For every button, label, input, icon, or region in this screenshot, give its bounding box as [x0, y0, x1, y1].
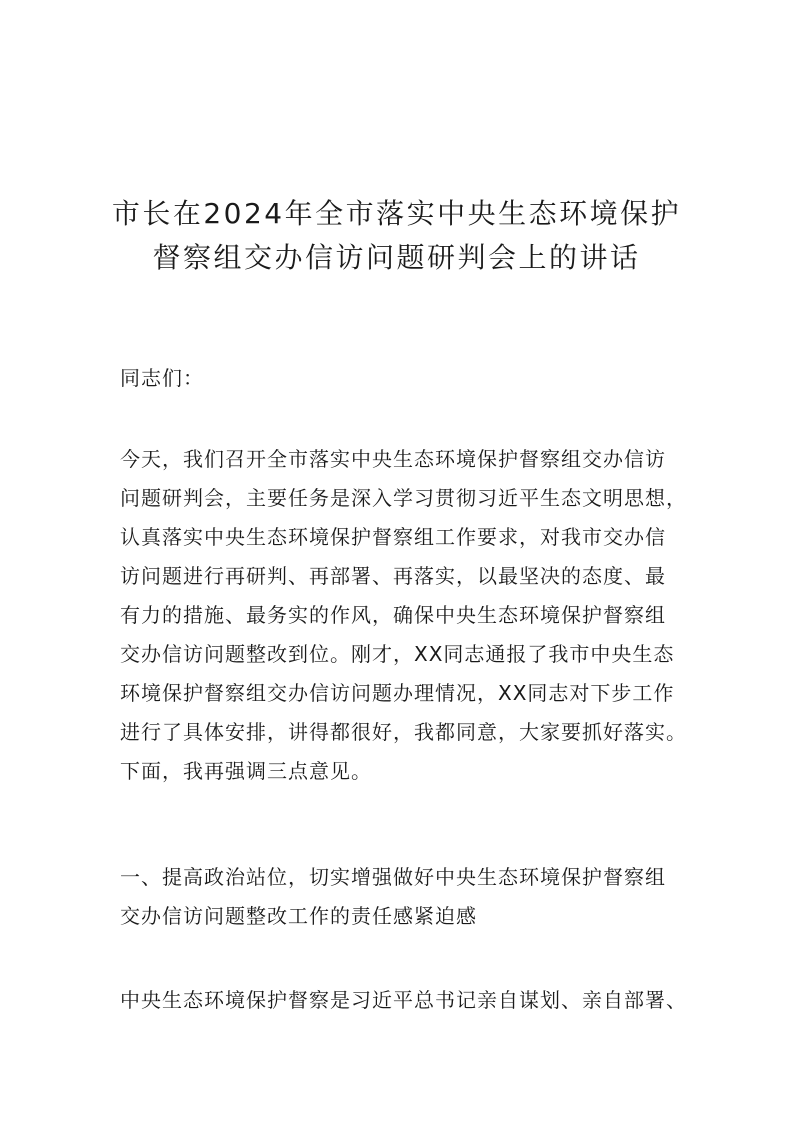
heading-line: 一、提高政治站位，切实增强做好中央生态环境保护督察组 — [120, 865, 666, 889]
heading-line: 交办信访问题整改工作的责任感紧迫感 — [120, 904, 477, 928]
document-title — [0, 192, 793, 280]
paragraph-line: 交办信访问题整改到位。刚才，XX同志通报了我市中央生态 — [120, 642, 675, 666]
paragraph-line: 访问题进行再研判、再部署、再落实，以最坚决的态度、最 — [120, 564, 666, 588]
greeting: 同志们： — [120, 366, 204, 390]
paragraph-1 — [120, 440, 687, 791]
paragraph-line: 进行了具体安排，讲得都很好，我都同意，大家要抓好落实。 — [120, 720, 687, 744]
paragraph-line: 下面，我再强调三点意见。 — [120, 759, 372, 783]
paragraph-line: 认真落实中央生态环境保护督察组工作要求，对我市交办信 — [120, 525, 666, 549]
paragraph-line: 环境保护督察组交办信访问题办理情况，XX同志对下步工作 — [120, 681, 675, 705]
paragraph-2 — [120, 981, 687, 1020]
section-heading-1 — [120, 858, 680, 936]
paragraph-line: 问题研判会，主要任务是深入学习贯彻习近平生态文明思想， — [120, 486, 687, 510]
paragraph-line: 今天，我们召开全市落实中央生态环境保护督察组交办信访 — [120, 447, 666, 471]
paragraph-line: 中央生态环境保护督察是习近平总书记亲自谋划、亲自部署、 — [120, 988, 687, 1012]
title-line-2: 督察组交办信访问题研判会上的讲话 — [152, 241, 641, 274]
paragraph-line: 有力的措施、最务实的作风，确保中央生态环境保护督察组 — [120, 603, 666, 627]
title-line-1: 市长在2024年全市落实中央生态环境保护 — [111, 197, 682, 230]
